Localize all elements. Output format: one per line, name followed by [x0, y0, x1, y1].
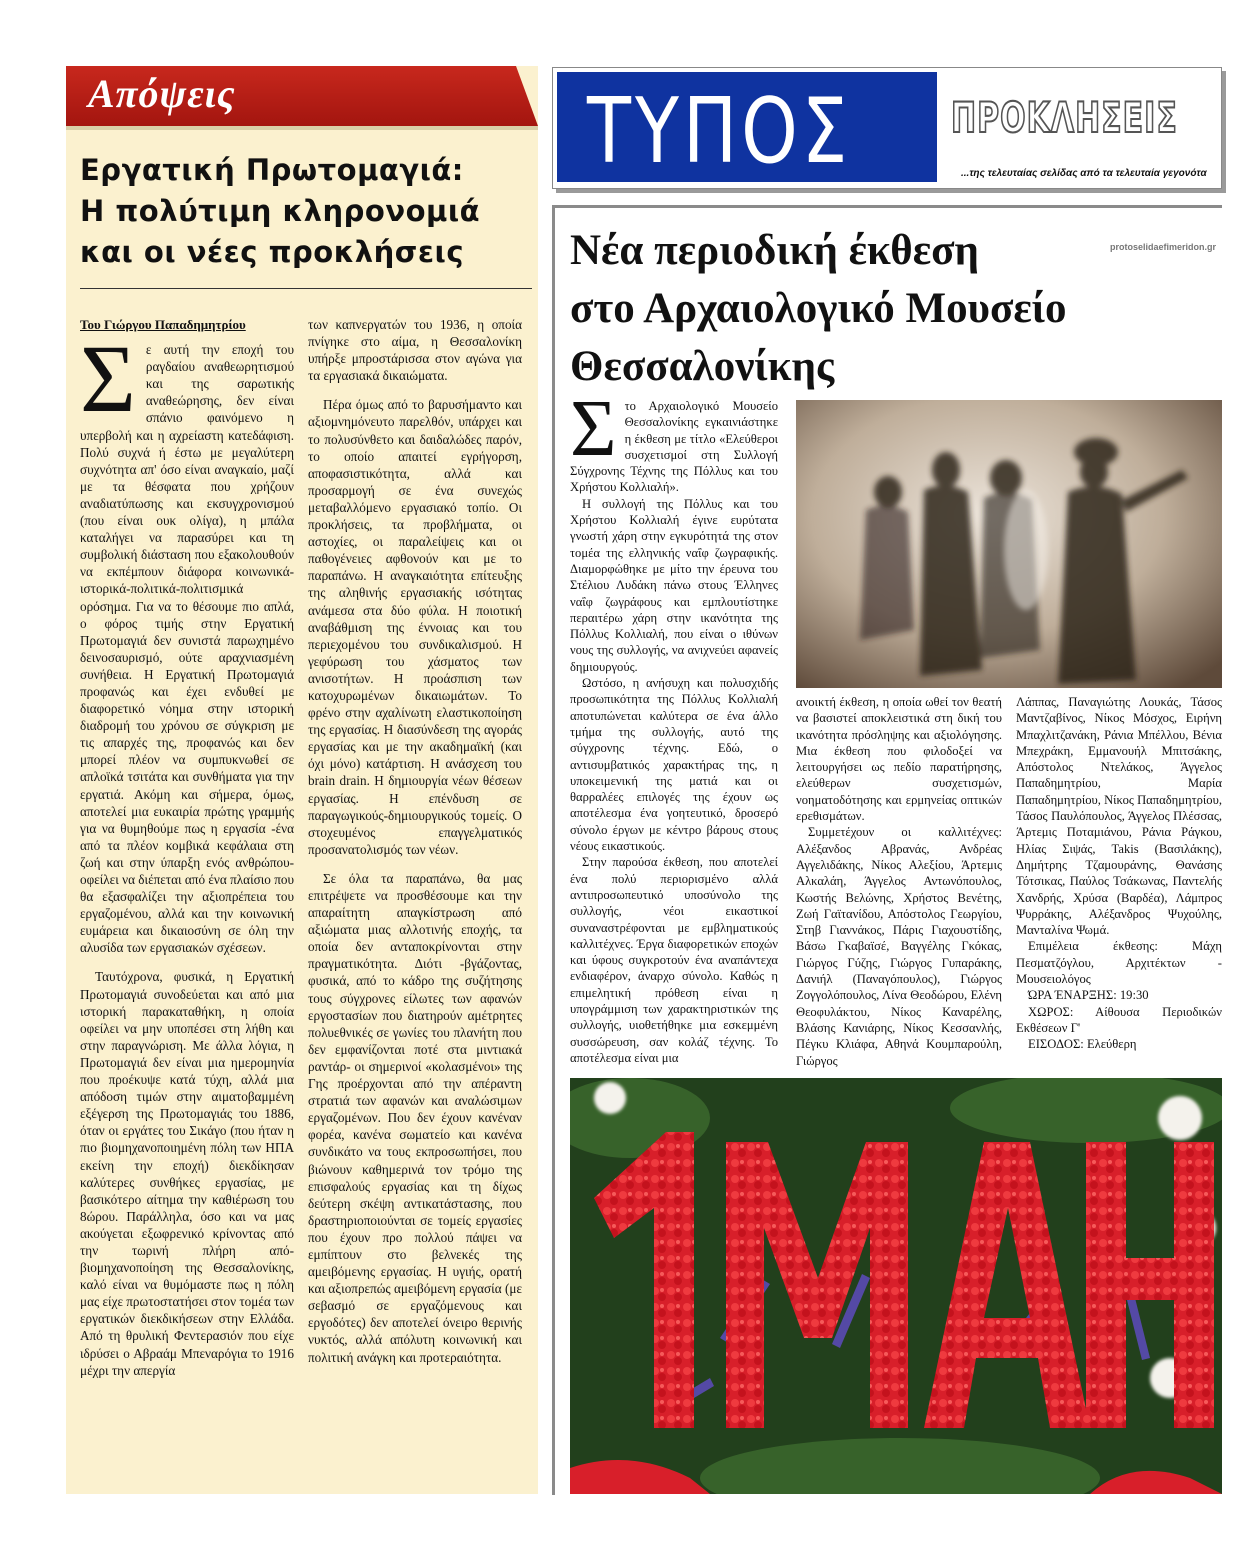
horizontal-divider: [552, 205, 1222, 208]
paragraph: το Αρχαιολογικό Μουσείο Θεσσαλονίκης εγκαινιάστηκε η έκθεση με τίτλο «Ελεύθεροι συσχετισμοί στη Συλλογή Σύγχρονης Τέχνης της Πόλλυς και του Χρήστου Κολλιαλή».: [570, 399, 778, 495]
section-banner: [66, 66, 538, 126]
headline-line-3: και οι νέες προκλήσεις: [80, 235, 465, 269]
paragraph: Ωστόσο, η ανήσυχη και πολυσχιδής προσωπικότητα της Πόλλυς Κολλιαλή αποτυπώνεται καλύτερα σε ένα άλλο τμήμα της συλλογής, αυτό της σύγχρονης τέχνης. Εδώ, ο αντισυμβατικός χαρακτήρας της, η υποκειμενική της ματιά και οι θαρραλέες επιλογές της έχουν ως αποτέλεσμα ένα γοητευτικό, δροσερό σύνολο έργων με κέντρο βάρους στους νέους εικαστικούς.: [570, 676, 778, 854]
paragraph: Σε όλα τα παραπάνω, θα μας επιτρέψετε να προσθέσουμε και την απαραίτητη απαγκίστρωση από αξιώματα μιας αλλοτινής εποχής, τα οποία δεν ανταποκρίνονται στην πραγματικότητα. Διότι -βγάζοντας, φυσικά, από το κάδρο της συζήτησης τους σύγχρονες είλωτες των αφανών εργοστασίων που διατηρούν αμέτρητες πολυεθνικές σε γωνίες του πλανήτη που δεν εμφανίζονται ποτέ στα μιντιακά ραντάρ- οι σημερινοί «κολασμένοι» της Γης προέρχονται από την απέραντη στρατιά των αφανών και αναλώσιμων εργαζομένων. Που δεν έχουν κανέναν φορέα, κανένα σωματείο και κανένα συνδικάτο να τους εκπροσωπήσει, που βιώνουν καθημερινά τον τρόμο της επισφαλούς εργασίας και τη δίχως δεύτερη σκέψη αντικατάστασης, που δραστηριοποιούνται σε τομείς εργασίες που έχουν προ πολλού πάψει να εμπίπτουν στο βελνεκές της αμειβόμενης εργασίας. Η υγιής, ορατή και αξιοπρεπώς αμειβόμενη εργασία (με σεβασμό σε εργαζόμενους και εργοδότες) δεν αποτελεί όνειρο θερινής νυκτός, αλλά απόλυτη κοινωνική και πολιτική ανάγκη και προτεραιότητα.: [308, 870, 522, 1365]
masthead-subtitle: ΠΡΟΚΛΗΣΕΙΣ: [951, 94, 1178, 143]
masthead-side: [939, 72, 1217, 182]
opinion-headline: [80, 150, 530, 273]
headline-divider: [80, 288, 532, 289]
banner-corner-cut: [516, 66, 538, 126]
drop-cap: Σ: [80, 325, 136, 433]
paragraph: Πέρα όμως από το βαρυσήμαντο και αξιομνημόνευτο παρελθόν, υπάρχει και το πολυσύνθετο και δαιδαλώδες παρόν, το οποίο απαιτεί εγρήγορση, αποφασιστικότητα, αλλά και προσαρμογή σε ένα συνεχώς μεταβαλλόμενο εργασιακό τοπίο. Οι προκλήσεις, τα προβλήματα, οι αστοχίες, οι παραλείψεις και οι παθογένειες αφθονούν και με το παραπάνω. Η αναγκαιότητα επίτευξης της αληθινής εργασιακής ισότητας ανάμεσα στα δύο φύλα. Η ποιοτική αναβάθμιση της έννοιας και του περιεχομένου του συνδικαλισμού. Η γεφύρωση του χάσματος των ανισοτήτων. Η προάσπιση των κατοχυρωμένων δικαιωμάτων. Το φρένο στην αχαλίνωτη ελαστικοποίηση της εργασίας. Η διασύνδεση της αγοράς εργασίας και με την ακαδημαϊκή (και όχι μόνο) κατάρτιση. Η ανάσχεση του brain drain. Η δημιουργία νέων θέσεων εργασίας. Η επένδυση σε παραγωγικούς-δημιουργικούς τομείς. Ο στοχευμένος επαγγελματικός προσανατολισμός των νέων.: [308, 397, 522, 857]
title-line-2: στο Αρχαιολογικό Μουσείο: [570, 285, 1067, 332]
article-column-1: [570, 385, 778, 1066]
paragraph: των καπνεργατών του 1936, η οποία πνίγηκε στο αίμα, η Θεσσαλονίκη υπήρξε μπροστάρισσα στον αγώνα για τα εργασιακά δικαιώματα.: [308, 317, 522, 384]
newspaper-logo: ΤΥΠΟΣ: [587, 78, 852, 183]
article-column-3: [1016, 694, 1222, 1053]
opinion-column-1: [80, 316, 294, 1379]
paragraph: Η συλλογή της Πόλλυς και του Χρήστου Κολλιαλή έγινε ευρύτατα γνωστή χάρη στην εγκυρότητά της στον τομέα της ελληνικής ναΐφ ζωγραφικής. Διαμορφώθηκε με μίτο την έρευνα του Στέλιου Λυδάκη πάνω στους Έλληνες ναΐφ ζωγράφους και εμπλουτίστηκε περαιτέρω χάρη στην ικανότητα της Πόλλυς Κολλιαλή, που είναι ο ιθύνων νους της συλλογής, να ανιχνεύει αφανείς δημιουργούς.: [570, 496, 778, 674]
paragraph: ΕΙΣΟΔΟΣ: Ελεύθερη: [1028, 1037, 1137, 1052]
title-line-1: Νέα περιοδική έκθεση: [570, 227, 979, 274]
vertical-divider: [552, 205, 555, 1495]
paragraph: Λάππας, Παναγιώτης Λουκάς, Τάσος Μαντζαβίνος, Νίκος Μόσχος, Ειρήνη Μπαχλιτζανάκη, Ράνια Μπέλλου, Βένια Μπεχράκη, Εμμανουήλ Μπιτσάκης, Απόστολος Ντελάκος, Άγγελος Παπαδημητρίου, Μαρία Παπαδημητρίου, Νίκος Παπαδημητρίου, Τάσος Παυλόπουλος, Άγγελος Πλέσσας, Άρτεμις Ποταμιάνου, Ράνια Ράγκου, Ηλίας Σιψάς, Takis (Βασιλάκης), Δημήτρης Τζαμουράνης, Θανάσης Τότσικας, Παύλος Τσάκωνας, Παντελής Χανδρής, Χρύσα (Βαρδέα), Λάμπρος Ψυρράκης, Αλέξανδρος Ψυχούλης, Μανταλίνα Ψωμά.: [1016, 695, 1222, 938]
banner-shadow: [66, 126, 538, 130]
paragraph: Ταυτόχρονα, φυσικά, η Εργατική Πρωτομαγιά συνοδεύεται και από μια ιστορική παρακαταθήκη, η οποία οφείλει να μην υποπέσει στη λήθη και στην παραγνώριση. Με άλλα λόγια, η Πρωτομαγιά δεν είναι μια ημερομηνία που προέκυψε κατά τύχη, αλλά μια απόδοση τιμών στην αιματοβαμμένη εξέγερση της Πρωτομαγιάς του 1886, όταν οι εργάτες του Σικάγο (που ήταν η πιο βιομηχανοποιημένη πόλη των ΗΠΑ εκείνη την εποχή) διεκδίκησαν καλύτερες συνθήκες εργασίας, με βασικότερο αίτημα την καθιέρωση του 8ώρου. Παράλληλα, όσο και να μας ακούγεται εξωφρενικό κρίνοντας από την τωρινή πλήρη από-βιομηχανοποίηση της Θεσσαλονίκης, καλό είναι να θυμόμαστε πως η πόλη μας είχε πρωτοστατήσει στον τομέα των εργατικών διεκδικήσεων στην Ελλάδα. Από τη θρυλική Φεντερασιόν που είχε ιδρύσει ο Αβραάμ Μπεναρόγια το 1916 μέχρι την απεργία: [80, 969, 295, 1378]
byline: Του Γιώργου Παπαδημητρίου: [80, 317, 246, 332]
article-title: [570, 222, 1110, 396]
red-carnation-1-may-wreath-photo: [570, 1078, 1222, 1494]
paragraph: ΏΡΑ ΈΝΑΡΞΗΣ: 19:30: [1028, 988, 1149, 1003]
article-column-2: [796, 694, 1002, 1069]
may-day-photo: [570, 1078, 1222, 1494]
headline-line-1: Εργατική Πρωτομαγιά:: [80, 153, 464, 187]
paragraph: ε αυτή την εποχή του ραγδαίου αναθεωρητισμού και της σαρωτικής αναθεώρησης, δεν είναι σπάνιο φαινόμενο η υπερβολή και η αχρείαστη κατεδάφιση. Πολύ συχνά ή έστω με μεγαλύτερη συχνότητα απ' όσο είναι αναγκαίο, μαζί με τα θέσφατα που χρήζουν αναδιατύπωσης και εκσυγχρονισμού (που είναι ουκ ολίγα), η μπάλα καταλήγει να παρασύρει και τη συμβολική διάσταση που εξακολουθούν να εκπέμπουν διάφορα κοινωνικά-ιστορικά-πολιτικά-πολιτισμικά ορόσημα. Για να το θέσουμε πιο απλά, ο φόρος τιμής στην Εργατική Πρωτομαγιά δεν συνιστά παρωχημένο δεινοσαυρισμό, ούτε αραχνιασμένη συνήθεια. Η Εργατική Πρωτομαγιά προφανώς και έχει ενδυθεί με διαφορετικό νόημα στην ιστορική διαδρομή του χρόνου σε σύγκριση με τις απαρχές της, προφανώς και δεν μπορεί πλέον να συμπυκνωθεί σε απλοϊκά τσιτάτα και συνθήματα για την εργατιά. Ακόμη και σήμερα, όμως, αποτελεί μια ευκαιρία πρώτης γραμμής για να θυμηθούμε πως η εργασία -ένα από τα πλέον κομβικά κεφάλαια στη ζωή και στην ύπαρξη ενός ανθρώπου- οφείλει να διέπεται από ένα πλαίσιο που θα εξασφαλίζει την αξιοπρέπεια του εργαζομένου, αλλά και την κοινωνική ευμάρεια και δικαιοσύνη σε όλη την αλυσίδα των εργασιακών σχέσεων.: [80, 342, 294, 956]
masthead-logo-block: [557, 72, 937, 182]
masthead-tagline: ...της τελευταίας σελίδας από τα τελευταία γεγονότα: [961, 168, 1207, 179]
headline-line-2: Η πολύτιμη κληρονομιά: [80, 194, 481, 228]
section-label: Απόψεις: [88, 71, 236, 116]
masthead: [552, 67, 1222, 189]
opinion-panel: [66, 66, 538, 1494]
paragraph: Επιμέλεια έκθεσης: Μάχη Πεσματζόγλου, Αρχιτέκτων - Μουσειολόγος: [1016, 939, 1222, 987]
ghostly-figures-artwork-photo: [796, 400, 1222, 688]
exhibition-photo: [796, 400, 1222, 688]
source-watermark: protoselidaefimeridon.gr: [1110, 242, 1217, 252]
opinion-column-2: [308, 316, 522, 1366]
paragraph: ΧΩΡΟΣ: Αίθουσα Περιοδικών Εκθέσεων Γ': [1016, 1004, 1222, 1035]
paragraph: ανοικτή έκθεση, η οποία ωθεί τον θεατή να βασιστεί αποκλειστικά στη δική του ικανότητα πρόσληψης και αξιολόγησης. Μια έκθεση που φιλοδοξεί να λειτουργήσει ως πεδίο παρατήρησης, ελεύθερων συσχετισμών, νοηματοδότησης και ερμηνείας οπτικών ερεθισμάτων.: [796, 695, 1002, 824]
drop-cap: Σ: [570, 385, 617, 473]
paragraph: Συμμετέχουν οι καλλιτέχνες: Αλέξανδος Αβρανάς, Ανδρέας Αγγελιδάκης, Νίκος Αλεξίου, Άρτεμις Αλκαλάη, Άγγελος Αντωνόπουλος, Κωστής Βελώνης, Χρήστος Βενέτης, Ζωή Γαϊτανίδου, Απόστολος Γεωργίου, Στηβ Γιαννάκος, Πάρις Γιαχουστίδης, Βάσω Γκαβαϊσέ, Βαγγέλης Γκόκας, Γιώργος Γύζης, Γιώργος Γυπαράκης, Δανιήλ (Παναγόπουλος), Γιώργος Ζογγολόπουλος, Λίνα Θεοδώρου, Ελένη Θεοφυλάκτου, Νίκος Καναρέλης, Βλάσης Κανιάρης, Νίκος Κεσσανλής, Πέγκυ Κλιάφα, Αθηνά Κουμπαρούλη, Γιώργος: [796, 825, 1002, 1068]
paragraph: Στην παρούσα έκθεση, που αποτελεί ένα πολύ περιορισμένο αλλά αντιπροσωπευτικό υποσύνολο της συλλογής, νέοι εικαστικοί συναναστρέφονται με εμβληματικούς καλλιτέχνες. Έργα διαφορετικών εποχών και ύφους συγκροτούν ένα αναπάντεχα ενδιαφέρον, άναρχο σύνολο. Καθώς η επιμελητική πρόθεση είναι η υπογράμμιση των χαρακτηριστικών της συλλογής, υιοθετήθηκε μια εσκεμμένη συσσώρευση, σαν κολάζ τέχνης. Το αποτέλεσμα είναι μια: [570, 855, 778, 1065]
title-line-3: Θεσσαλονίκης: [570, 343, 835, 390]
